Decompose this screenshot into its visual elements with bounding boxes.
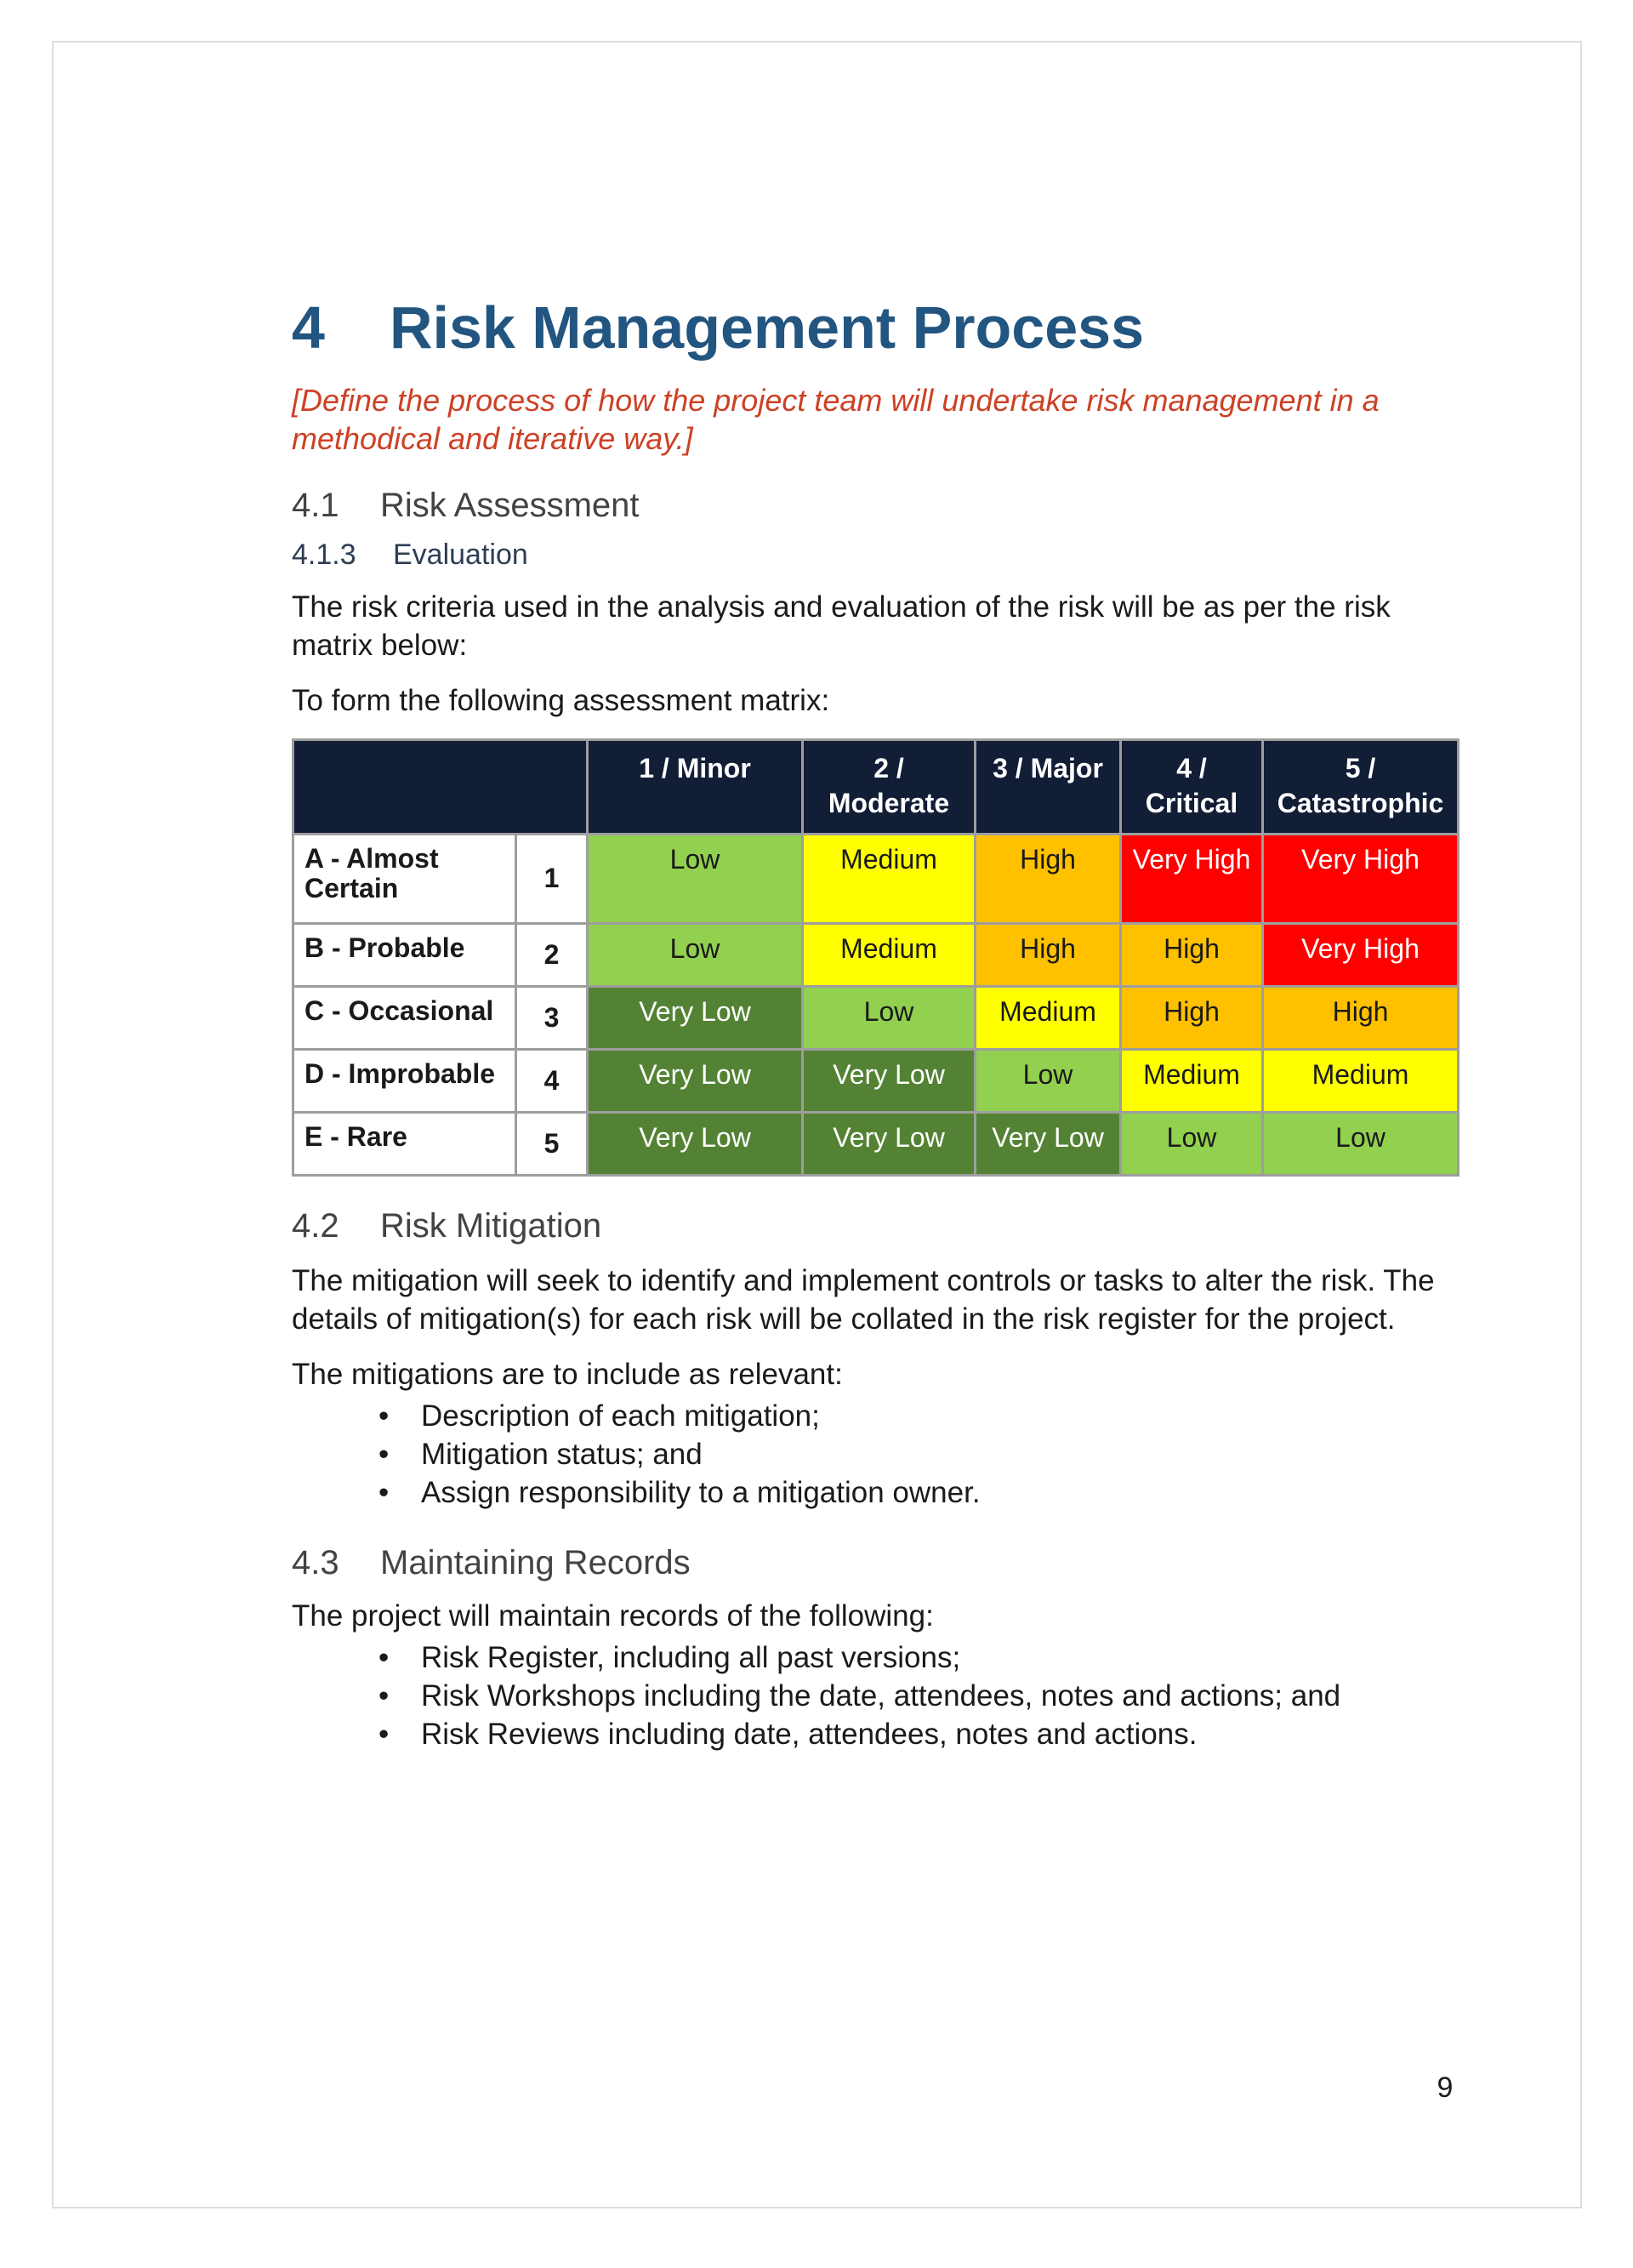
matrix-row [293,1049,1459,1112]
mitigation-bullet-list [292,1397,1457,1512]
risk-level-cell: Very Low [588,1049,803,1112]
risk-level-cell: Very High [1263,923,1459,986]
matrix-row [293,986,1459,1049]
document-page [52,41,1582,2208]
subsection-number: 4.1 [292,487,339,524]
section-heading [292,294,1457,361]
evaluation-paragraph: The risk criteria used in the analysis and evaluation of the risk will be as per the risk matrix below: [292,590,1391,662]
matrix-row [293,834,1459,923]
list-item-text: Risk Workshops including the date, attendees, notes and actions; and [421,1678,1341,1712]
risk-assessment-matrix [292,738,1459,1177]
bullet-icon: • [378,1475,390,1509]
likelihood-index: 1 [516,834,588,923]
section-title: Risk Management Process [390,294,1145,361]
risk-level-cell: Low [588,834,803,923]
risk-level-cell: Medium [976,986,1121,1049]
list-item-text: Risk Reviews including date, attendees, notes and actions. [421,1717,1198,1751]
likelihood-index: 5 [516,1112,588,1175]
consequence-header: 2 / Moderate [803,739,976,834]
list-item-text: Assign responsibility to a mitigation owner. [421,1475,981,1509]
likelihood-label: B - Probable [293,923,516,986]
list-item [292,1677,1457,1715]
risk-level-cell: Very High [1263,834,1459,923]
consequence-header: 3 / Major [976,739,1121,834]
bullet-icon: • [378,1678,390,1712]
list-item-text: Description of each mitigation; [421,1399,820,1433]
subsection-title: Risk Assessment [380,487,640,524]
records-bullet-list [292,1638,1457,1753]
subsection-title: Risk Mitigation [380,1206,602,1245]
list-item [292,1435,1457,1473]
risk-level-cell: Very Low [803,1049,976,1112]
list-item [292,1473,1457,1512]
risk-level-cell: Very High [1121,834,1263,923]
subsection-number: 4.2 [292,1206,339,1245]
subsection-heading-maintaining-records [292,1544,1457,1581]
risk-level-cell: Very Low [588,1112,803,1175]
likelihood-index: 4 [516,1049,588,1112]
section-number: 4 [292,294,325,361]
subsubsection-heading-evaluation [292,538,1457,573]
subsubsection-number: 4.1.3 [292,539,356,571]
likelihood-label: D - Improbable [293,1049,516,1112]
instruction-text: [Define the process of how the project team will undertake risk management in a methodical and iterative way.] [292,383,1380,456]
matrix-corner-cell [293,739,588,834]
consequence-header: 4 / Critical [1121,739,1263,834]
risk-level-cell: Low [803,986,976,1049]
list-item-text: Risk Register, including all past versions; [421,1640,961,1674]
list-item-text: Mitigation status; and [421,1437,703,1471]
risk-level-cell: Very Low [588,986,803,1049]
mitigation-include-paragraph: The mitigations are to include as relevant: [292,1357,843,1391]
risk-level-cell: High [976,834,1121,923]
likelihood-label: C - Occasional [293,986,516,1049]
consequence-header: 1 / Minor [588,739,803,834]
likelihood-label: A - Almost Certain [293,834,516,923]
bullet-icon: • [378,1437,390,1471]
list-item [292,1715,1457,1753]
mitigation-paragraph: The mitigation will seek to identify and implement controls or tasks to alter the risk. The details of mitigation(s) for each risk will be collated in the risk register for the project. [292,1263,1435,1336]
bullet-icon: • [378,1717,390,1751]
risk-level-cell: High [1121,986,1263,1049]
likelihood-label: E - Rare [293,1112,516,1175]
risk-level-cell: Low [976,1049,1121,1112]
list-item [292,1638,1457,1677]
likelihood-index: 3 [516,986,588,1049]
matrix-row [293,923,1459,986]
risk-level-cell: Low [588,923,803,986]
subsection-title: Maintaining Records [380,1543,691,1581]
risk-level-cell: Low [1263,1112,1459,1175]
risk-level-cell: Medium [803,834,976,923]
likelihood-index: 2 [516,923,588,986]
page-content [292,294,1457,1753]
risk-level-cell: Medium [1263,1049,1459,1112]
risk-level-cell: Medium [1121,1049,1263,1112]
risk-level-cell: Very Low [976,1112,1121,1175]
subsection-number: 4.3 [292,1543,339,1581]
bullet-icon: • [378,1640,390,1674]
list-item [292,1397,1457,1435]
risk-level-cell: High [1121,923,1263,986]
risk-level-cell: Medium [803,923,976,986]
subsection-heading-risk-mitigation [292,1207,1457,1245]
consequence-header: 5 / Catastrophic [1263,739,1459,834]
records-paragraph: The project will maintain records of the following: [292,1598,934,1633]
bullet-icon: • [378,1399,390,1433]
risk-level-cell: Low [1121,1112,1263,1175]
risk-level-cell: High [1263,986,1459,1049]
matrix-row [293,1112,1459,1175]
matrix-intro-paragraph: To form the following assessment matrix: [292,683,830,717]
risk-level-cell: Very Low [803,1112,976,1175]
subsection-heading-risk-assessment [292,487,1457,524]
subsubsection-title: Evaluation [393,539,528,571]
risk-level-cell: High [976,923,1121,986]
matrix-header-row [293,739,1459,834]
page-number: 9 [1437,2071,1454,2104]
